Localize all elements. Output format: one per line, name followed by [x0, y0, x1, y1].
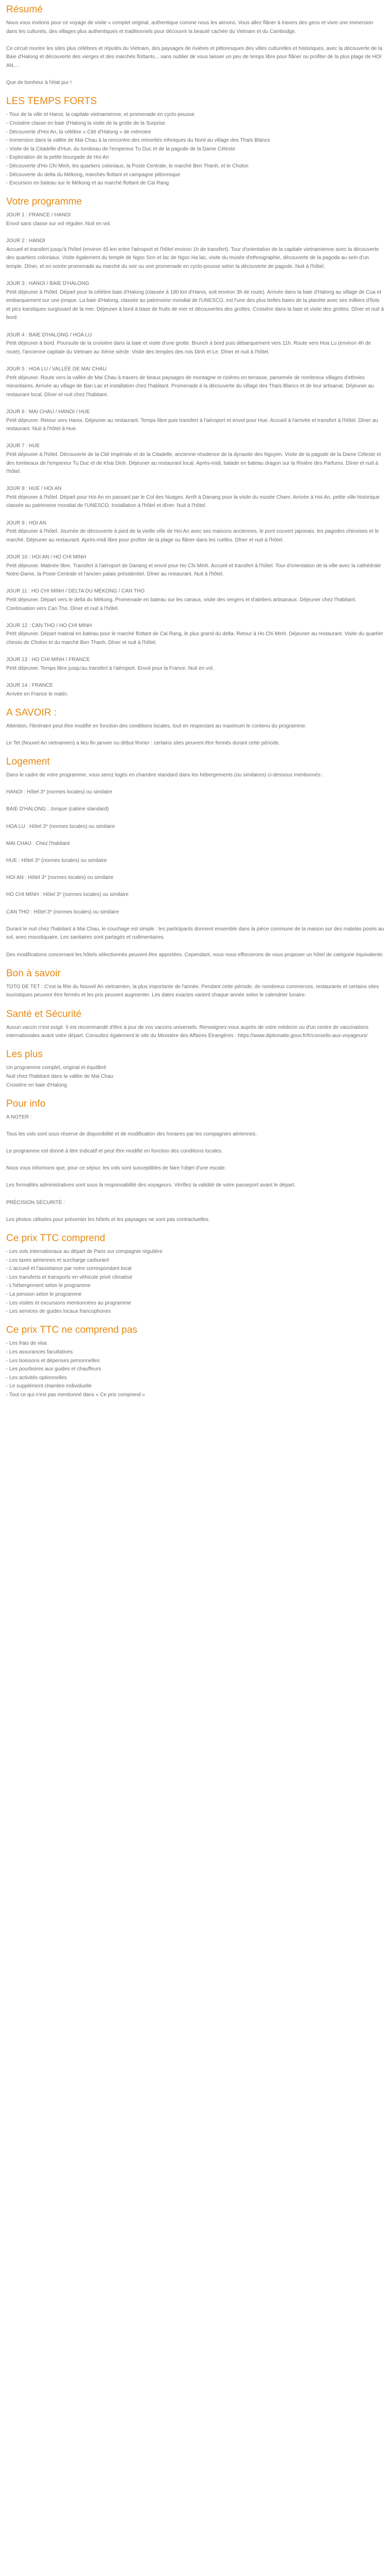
- day-title: JOUR 13 : HO CHI MINH / FRANCE: [6, 657, 90, 663]
- itinerary-day: [6, 365, 385, 399]
- itinerary-day: [6, 553, 385, 579]
- list-item: - Tout ce qui n'est pas mentionné dans « Ce prix comprend »: [6, 1392, 145, 1398]
- day-title: JOUR 7 : HUE: [6, 443, 40, 449]
- paragraph: Le programme est donné à titre indicatif et peut être modifié en fonction des conditions locales.: [6, 1148, 223, 1155]
- day-description: Petit déjeuner. Retour vers Hanoi. Déjeuner au restaurant. Temps libre puis transfert à l'aéroport et envol pour Hue. Accueil à l'arrivée et transfert à l'hôtel. Dîner au restaurant. Nuit à l'hôtel à Hue.: [6, 417, 378, 432]
- day-description: Petit déjeuner. Départ matinal en bateau pour le marché flottant de Cai Rang, le plus grand du delta. Retour à Ho Chi Minh. Déjeuner au restaurant. Visite du quartier chinois de Cholon et du marché Ben Thanh. Dîner et nuit à l'hôtel.: [6, 631, 383, 646]
- list-item: Croisière en baie d'Halong: [6, 1082, 67, 1088]
- day-title: JOUR 11 : HO CHI MINH / DELTA DU MÉKONG / CAN THO: [6, 588, 145, 595]
- paragraph: Nous vous informons que, pour ce séjour, les vols sont susceptibles de faire l'objet d'une escale.: [6, 1165, 226, 1172]
- day-description: Petit déjeuner à bord. Poursuite de la croisière dans la baie et visite d'une grotte. Brunch à bord puis débarquement vers 11h. Route vers Hoa Lu (environ 4h de route), l'ancienne capitale du Vietnam au Xème siècle. Visite des temples des rois Dinh et Le. Dîner et nuit à l'hôtel.: [6, 341, 371, 355]
- section-body-pour-info: [6, 1113, 385, 1225]
- day-description: Petit déjeuner à l'hôtel. Découverte de la Cité Impériale et de la Citadelle, ancienne résidence de la dynastie des Nguyen. Visite de la pagode de la Dame Céleste et des tombeaux de l'empereur Tu Duc et de Khai Dinh. Déjeuner au restaurant local. Après-midi, balade en bateau dragon sur la Rivière des Parfums. Dîner et nuit à l'hôtel.: [6, 451, 381, 475]
- day-title: JOUR 14 : FRANCE: [6, 682, 53, 688]
- itinerary-day: [6, 331, 385, 357]
- list-item: - Les visites et excursions mentionnées au programme: [6, 1300, 132, 1306]
- day-description: Petit déjeuner. Route vers la vallée de Mai Chau à travers de beaux paysages de montagne et rizières en terrasse, parsemée de nombreux villages d'ethnies minoritaires. Arrivée au village de Ban Lac et installation chez l'habitant. Promenade à la découverte du village des Thaïs Blancs et de leur artisanat. Déjeuner au restaurant local. Dîner et nuit chez l'habitant.: [6, 375, 374, 398]
- paragraph: CAN THO : Hôtel 3* (normes locales) ou similaire: [6, 909, 119, 915]
- line-list: [6, 111, 385, 188]
- day-description: Petit déjeuner. Temps libre jusqu'au transfert à l'aéroport. Envol pour la France. Nuit en vol.: [6, 665, 214, 671]
- section-title-pour-info: Pour info: [6, 1098, 46, 1109]
- list-item: - Les vols internationaux au départ de Paris sur compagnie régulière: [6, 1249, 162, 1255]
- paragraph: Ce circuit montre les sites plus célèbres et réputés du Vietnam, des paysages de rivières et pittoresques des villes culturelles et historiques, avec la découverte de la Baie d'Halong et découverte des vierges et des marchés flottants... sans oublier de vous laisser un peu de temps libre pour flâner ou profiter de la plus plage de HOI AN....: [6, 45, 383, 69]
- paragraph: TOTO DE TET : C'est la fête du Nouvel An vietnamien, la plus importante de l'année. Pendant cette période, de nombreux commerces, restaurants et certains sites touristiques peuvent être fermés et les prix peuvent augmenter. Les dates exactes varient chaque année selon le calendrier lunaire.: [6, 984, 379, 998]
- day-title: JOUR 1 : FRANCE / HANOI: [6, 212, 71, 218]
- day-description: Arrivée en France le matin.: [6, 691, 69, 697]
- paragraph: Tous les vols sont sous réserve de disponibilité et de modification des horaires par les compagnies aériennes.: [6, 1131, 257, 1137]
- section-body-ttc-comprend: [6, 1248, 385, 1316]
- list-item: - Découverte d'Hoi An, la célèbre « Cité d'Halong » de mémoire: [6, 129, 151, 135]
- list-item: - L'hébergement selon le programme: [6, 1283, 91, 1289]
- itinerary-day: [6, 587, 385, 613]
- line-list: [6, 1340, 385, 1399]
- paragraph: HOI AN : Hôtel 3* (normes locales) ou similaire: [6, 875, 113, 881]
- list-item: - Visite de la Citadelle d'Hue, du tombeau de l'empereur Tu Duc et de la pagode de la Dame Céleste: [6, 146, 235, 152]
- paragraph: BAIE D'HALONG : Jonque (cabine standard): [6, 806, 109, 812]
- section-body-les-plus: [6, 1064, 385, 1090]
- paragraph: Le Tet (Nouvel An vietnamien) a lieu fin janvier ou début février : certains sites peuvent être fermés durant cette période.: [6, 740, 280, 746]
- day-description: Envol sans classe sur vol régulier. Nuit en vol.: [6, 221, 111, 227]
- list-item: - Le supplément chambre individuelle: [6, 1383, 92, 1389]
- day-title: JOUR 12 : CAN THO / HO CHI MINH: [6, 622, 92, 629]
- day-description: Petit déjeuner. Matinée libre. Transfert à l'aéroport de Danang et envol pour Ho Chi Minh. Accueil et transfert à l'hôtel. Tour d'orientation de la ville avec la cathédrale Notre-Dame, la Poste Centrale et l'ancien palais présidentiel. Dîner au restaurant. Nuit à l'hôtel.: [6, 563, 381, 578]
- list-item: Nuit chez l'habitant dans la vallée de Mai Chau: [6, 1073, 113, 1079]
- paragraph: Les photos utilisées pour présenter les hôtels et les paysages ne sont pas contractuelles.: [6, 1216, 210, 1223]
- itinerary-day: [6, 485, 385, 511]
- itinerary-day: [6, 237, 385, 271]
- section-body-points-forts: [6, 111, 385, 188]
- paragraph: A NOTER :: [6, 1114, 32, 1120]
- itinerary-day: [6, 682, 385, 699]
- list-item: - Les frais de visa: [6, 1341, 47, 1347]
- list-item: - Croisière classe en baie d'Halong la visite de la grotte de la Surprise: [6, 120, 166, 126]
- section-title-logement: Logement: [6, 756, 50, 768]
- list-item: Un programme complet, original et équilibré: [6, 1065, 106, 1071]
- day-description: Petit déjeuner à l'hôtel. Journée de découverte à pied de la vieille ville de Hoi An avec ses maisons anciennes, le pont couvert japonais, les pagodes chinoises et le marché. Déjeuner au restaurant. Après-midi libre pour profiter de la plage ou flâner dans les ruelles. Dîner et nuit à l'hôtel.: [6, 529, 379, 543]
- day-title: JOUR 3 : HANOI / BAIE D'HALONG: [6, 281, 89, 287]
- section-body-ttc-ne-comprend: [6, 1340, 385, 1399]
- itinerary-day: [6, 280, 385, 323]
- list-item: - Les taxes aériennes et surcharge carburant: [6, 1257, 109, 1263]
- list-item: - Découverte du delta du Mékong, marchés flottant et campagne pittoresque: [6, 172, 181, 178]
- paragraph: PRÉCISION SÉCURITÉ :: [6, 1199, 65, 1206]
- list-item: - Découverte d'Ho Chi Minh, les quartiers coloniaux, la Poste Centrale, le marché Ben Thanh, et le Cholon: [6, 163, 249, 169]
- day-description: Petit déjeuner à l'hôtel. Départ pour la célèbre baie d'Halong (classée à 180 km d'Hanoi, soit environ 3h de route). Arrivée dans la baie d'Halong au village de Cua et embarquement sur une jonque. La baie d'Halong, classée au patrimoine mondial de l'UNESCO, est l'une des plus belles baies de la planète avec ses milliers d'îlots et pics karstiques surgissant de la mer. Déjeuner à bord à base de fruits de mer et découvertes des grottes. Croisière dans la baie et visite des grottes. Dîner et nuit à bord.: [6, 289, 384, 321]
- section-body-resume: [6, 19, 385, 88]
- section-body-votre-programme: [6, 211, 385, 699]
- list-item: - La pension selon le programme: [6, 1291, 82, 1297]
- paragraph: Nous vous invitons pour ce voyage de visite « complet original, authentique comme nous les aimons. Vous allez flâner à travers des gens et vivre une immersion dans les culturels, des villages plus authentiques et traditionnels pour découvrir la beauté cachée du Vietnam et du Cambodge.: [6, 20, 373, 35]
- day-description: Petit déjeuner à l'hôtel. Départ pour Hoi An en passant par le Col des Nuages. Arrêt à Danang pour la visite du musée Cham. Arrivée à Hoi An, petite ville historique classée au patrimoine mondial de l'UNESCO. Installation à l'hôtel et dîner. Nuit à l'hôtel.: [6, 494, 380, 509]
- section-body-bon-savoir: [6, 983, 385, 1000]
- list-item: - Les activités optionnelles: [6, 1375, 67, 1381]
- list-item: - Les boissons et dépenses personnelles: [6, 1358, 100, 1364]
- section-body-sante-securite: [6, 1024, 385, 1041]
- section-title-sante-securite: Santé et Sécurité: [6, 1008, 82, 1020]
- section-title-les-plus: Les plus: [6, 1049, 43, 1060]
- day-title: JOUR 9 : HOI AN: [6, 520, 46, 526]
- day-title: JOUR 4 : BAIE D'HALONG / HOA LU: [6, 332, 92, 338]
- day-title: JOUR 5 : HOA LU / VALLÉE DE MAI CHAU: [6, 366, 107, 372]
- section-body-logement: [6, 771, 385, 959]
- list-item: - Immersion dans la vallée de Mai Chau à la rencontre des minorités ethniques du Nord au village des Thaïs Blancs: [6, 138, 270, 144]
- list-item: - Excursion en bateau sur le Mékong et au marché flottant de Cai Rang: [6, 180, 169, 187]
- itinerary-day: [6, 519, 385, 545]
- day-title: JOUR 8 : HUE / HOI AN: [6, 486, 62, 492]
- line-list: [6, 1248, 385, 1316]
- itinerary-day: [6, 408, 385, 434]
- list-item: - Les pourboires aux guides et chauffeurs: [6, 1366, 101, 1372]
- day-description: Accueil et transfert jusqu'à l'hôtel (environ 45 km entre l'aéroport et l'hôtel environ 1h de transfert). Tour d'orientation de la capitale vietnamienne avec la découverte des quartiers coloniaux. Visite également du temple de Ngoc Son et lac de Ngoc Ha lac, visite du musée d'ethnographie, découverte de la pagoda au sein d'un temple. Dîner, et en soirée promenade au marché du soir ou une promenade en cyclo-pousse selon la découverte de pagode. Nuit à l'hôtel.: [6, 246, 379, 269]
- paragraph: HO CHI MINH : Hôtel 3* (normes locales) ou similaire: [6, 892, 129, 898]
- itinerary-day: [6, 622, 385, 648]
- paragraph: Des modifications concernant les hôtels sélectionnés peuvent être apportées. Cependant, nous nous efforcerons de vous proposer un hôtel de catégorie équivalente.: [6, 952, 384, 958]
- paragraph: Que de bonheur à l'état pur !: [6, 80, 72, 86]
- paragraph: Durant le nuit chez l'habitant à Mai Chau, le couchage est simple : les participants dorment ensemble dans la pièce commune de la maison sur des matelas posés au sol, avec moustiquaire. Les sanitaires sont partagés et rudimentaires.: [6, 926, 384, 941]
- section-title-ttc-comprend: Ce prix TTC comprend: [6, 1233, 105, 1244]
- line-list: [6, 1064, 385, 1090]
- day-title: JOUR 6 : MAI CHAU / HANOI / HUE: [6, 409, 90, 415]
- day-title: JOUR 10 : HOI AN / HO CHI MINH: [6, 554, 87, 561]
- section-title-ttc-ne-comprend: Ce prix TTC ne comprend pas: [6, 1325, 138, 1336]
- section-title-bon-savoir: Bon à savoir: [6, 968, 61, 979]
- paragraph: Attention, l'itinéraire peut être modifié en fonction des conditions locales, tout en respectant au maximum le contenu du programme.: [6, 723, 307, 729]
- section-title-a-savoir: A SAVOIR :: [6, 707, 57, 718]
- paragraph: Aucun vaccin n'est exigé. Il est recommandé d'être à jour de vos vaccins universels. Renseignez-vous auprès de votre médecin ou d'un centre de vaccinations internationales avant votre départ. Consultez également le site du Ministère des Affaires Étrangères : https://www.diplomatie.gouv.fr/fr/conseils-aux-voyageurs/: [6, 1024, 369, 1039]
- list-item: - Les services de guides locaux francophones: [6, 1309, 111, 1315]
- list-item: - L'accueil et l'assistance par notre correspondant local: [6, 1266, 132, 1272]
- paragraph: HANOI : Hôtel 3* (normes locales) ou similaire: [6, 789, 112, 795]
- list-item: - Les transferts et transports en véhicule privé climatisé: [6, 1274, 133, 1280]
- itinerary-day: [6, 211, 385, 228]
- day-description: Petit déjeuner. Départ vers le delta du Mékong. Promenade en bateau sur les canaux, visite des vergers et d'ateliers artisanaux. Déjeuner chez l'habitant. Continuation vers Can Tho. Dîner et nuit à l'hôtel.: [6, 597, 356, 612]
- list-item: - Les assurances facultatives: [6, 1349, 73, 1355]
- section-title-votre-programme: Votre programme: [6, 196, 82, 208]
- paragraph: Les formalités administratives sont sous la responsabilité des voyageurs. Vérifiez la validité de votre passeport avant le départ.: [6, 1182, 296, 1189]
- paragraph: HUE : Hôtel 3* (normes locales) ou similaire: [6, 858, 107, 864]
- list-item: - Tour de la ville et Hanoi, la capitale vietnamienne, et promenade en cyclo-pousse: [6, 112, 195, 118]
- day-title: JOUR 2 : HANOI: [6, 238, 45, 244]
- paragraph: MAI CHAU : Chez l'habitant: [6, 840, 70, 846]
- itinerary-day: [6, 656, 385, 673]
- section-body-a-savoir: [6, 722, 385, 748]
- section-title-resume: Résumé: [6, 4, 43, 15]
- list-item: - Exploration de la petite bourgade de Hoi An: [6, 155, 109, 161]
- itinerary-day: [6, 442, 385, 476]
- section-title-points-forts: LES TEMPS FORTS: [6, 96, 97, 107]
- paragraph: HOA LU : Hôtel 3* (normes locales) ou similaire: [6, 823, 115, 829]
- paragraph: Dans le cadre de votre programme, vous serez logés en chambre standard dans les hébergements (ou similaires) ci-dessous mentionnés :: [6, 772, 323, 778]
